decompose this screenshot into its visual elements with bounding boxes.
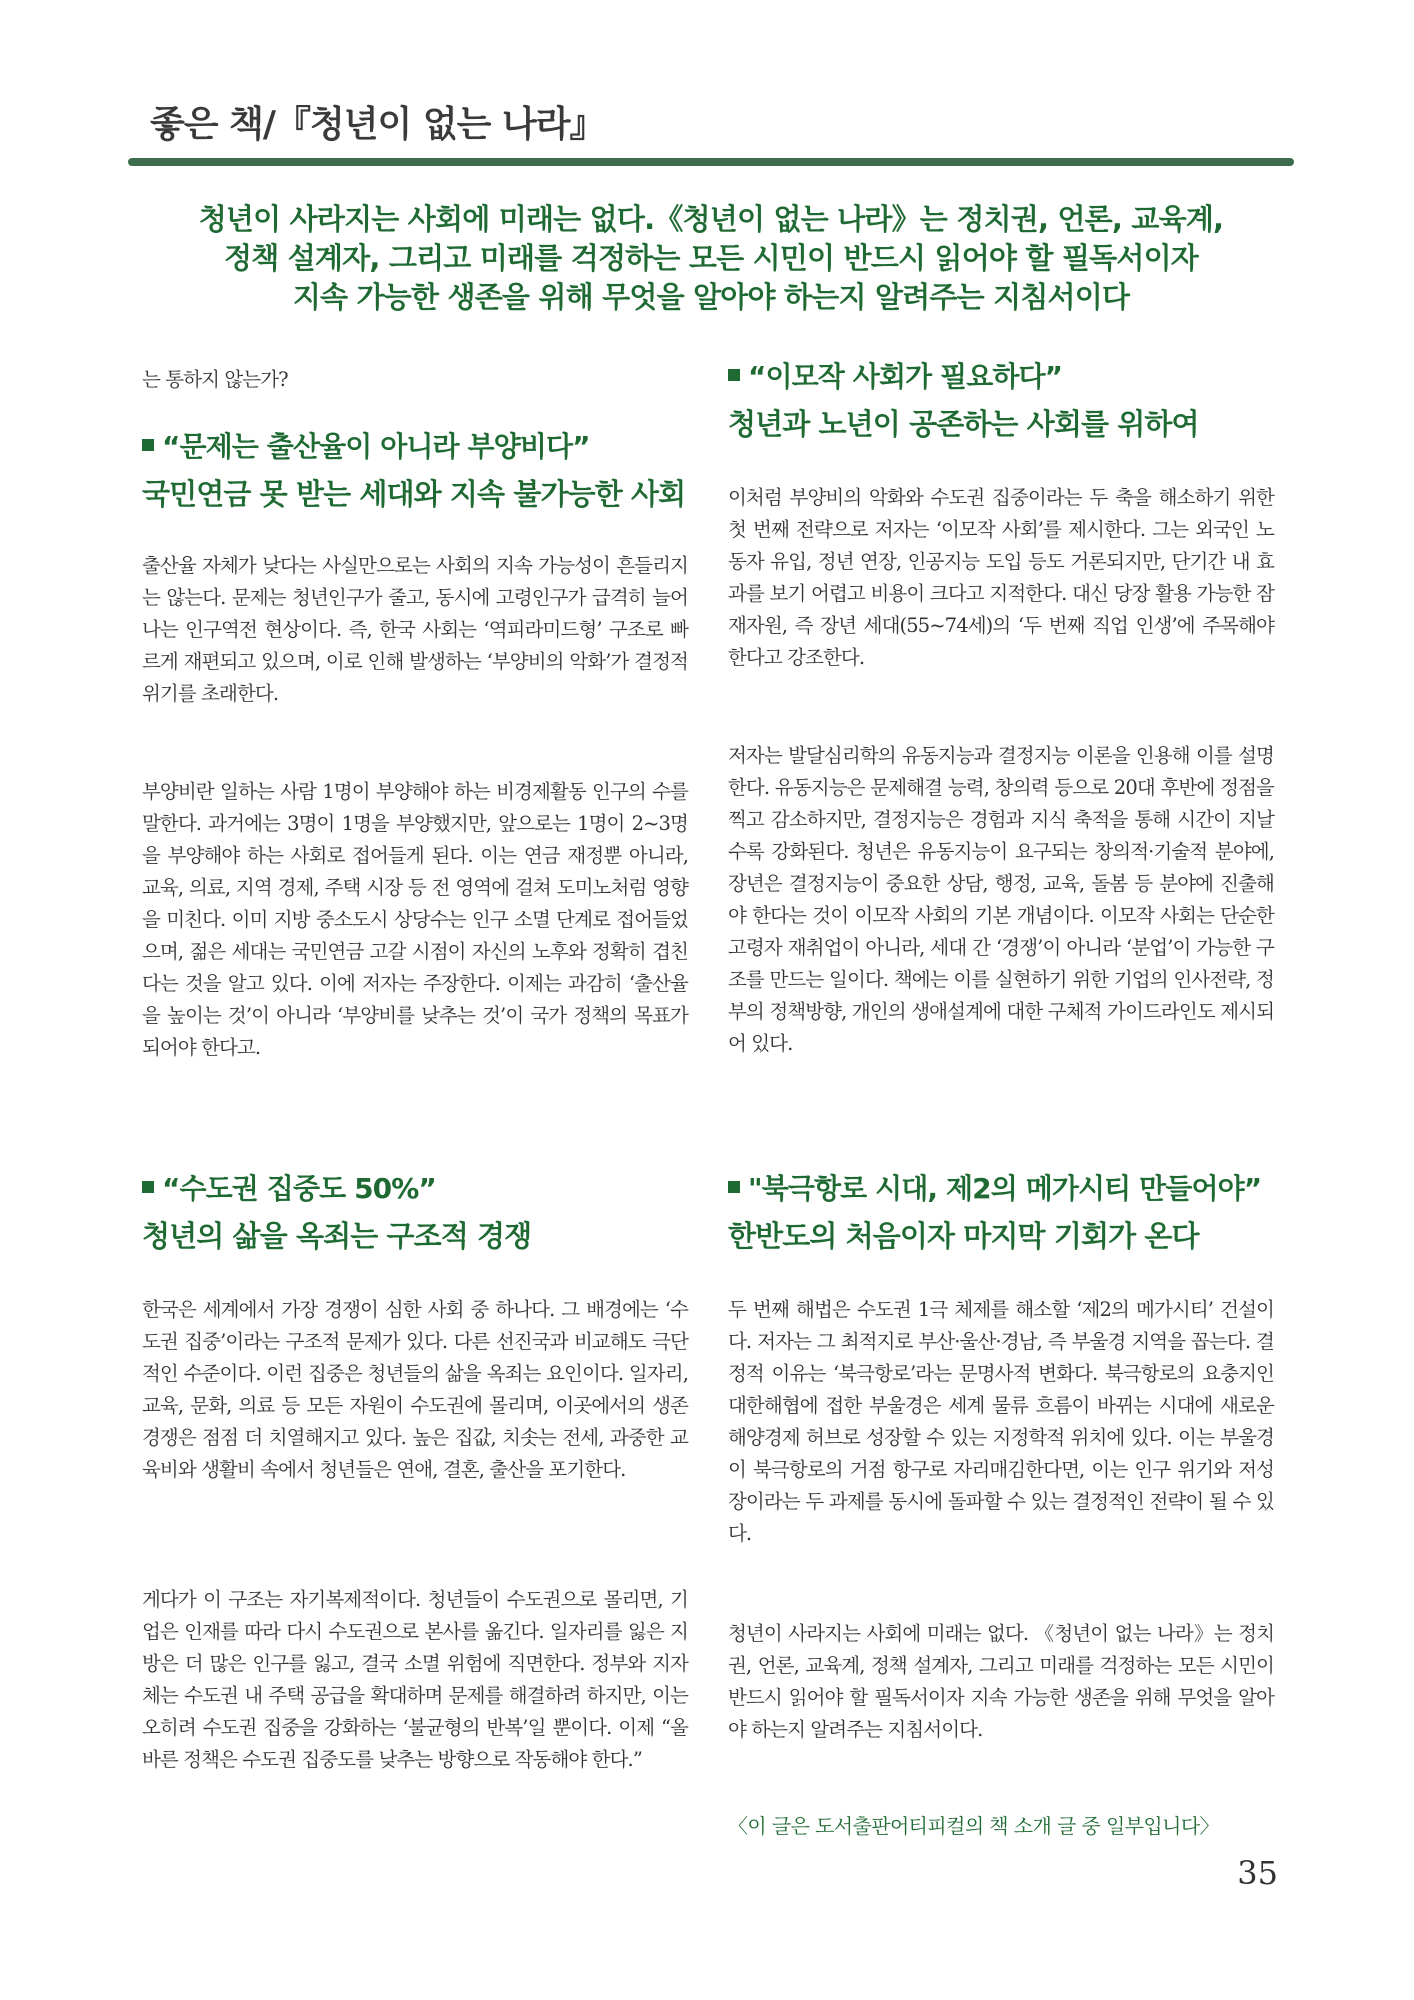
right-paragraph-3: 두 번째 해법은 수도권 1극 체제를 해소할 ‘제2의 메가시티’ 건설이다. 저자는 그 최적지로 부산·울산·경남, 즉 부울경 지역을 꼽는다. 결정적 이유는 ‘북극항로’라는 문명사적 변화다. 북극항로의 요충지인 대한해협에 접한 부울경은 세계 물류 흐름이 바뀌는 시대에 새로운 해양경제 허브로 성장할 수 있는 지정학적 위치에 있다. 이는 부울경이 북극항로의 거점 항구로 자리매김한다면, 이는 인구 위기와 저성장이라는 두 과제를 동시에 돌파할 수 있는 결정적인 전략이 될 수 있다.: [728, 1298, 1274, 1545]
page-number: 35: [1237, 1854, 1278, 1892]
left-paragraph-4: 게다가 이 구조는 자기복제적이다. 청년들이 수도권으로 몰리면, 기업은 인재를 따라 다시 수도권으로 본사를 옮긴다. 일자리를 잃은 지방은 더 많은 인구를 잃고, 결국 소멸 위험에 직면한다. 정부와 지자체는 수도권 내 주택 공급을 확대하며 문제를 해결하려 하지만, 이는 오히려 수도권 집중을 강화하는 ‘불균형의 반복’일 뿐이다. 이제 “올바른 정책은 수도권 집중도를 낮추는 방향으로 작동해야 한다.”: [142, 1588, 688, 1771]
bullet-square-icon: [728, 369, 740, 381]
left-paragraph-2: 부양비란 일하는 사람 1명이 부양해야 하는 비경제활동 인구의 수를 말한다. 과거에는 3명이 1명을 부양했지만, 앞으로는 1명이 2~3명을 부양해야 하는 사회로 접어들게 된다. 이는 연금 재정뿐 아니라, 교육, 의료, 지역 경제, 주택 시장 등 전 영역에 걸쳐 도미노처럼 영향을 미친다. 이미 지방 중소도시 상당수는 인구 소멸 단계로 접어들었으며, 젊은 세대는 국민연금 고갈 시점이 자신의 노후와 정확히 겹친다는 것을 알고 있다. 이에 저자는 주장한다. 이제는 과감히 ‘출산율을 높이는 것’이 아니라 ‘부양비를 낮추는 것’이 국가 정책의 목표가 되어야 한다고.: [142, 780, 688, 1059]
left-intro-text: 는 통하지 않는가?: [142, 368, 288, 391]
left-heading-2: [142, 1166, 702, 1260]
right-paragraph-1: 이처럼 부양비의 악화와 수도권 집중이라는 두 축을 해소하기 위한 첫 번째 전략으로 저자는 ‘이모작 사회’를 제시한다. 그는 외국인 노동자 유입, 정년 연장, 인공지능 도입 등도 거론되지만, 단기간 내 효과를 보기 어렵고 비용이 크다고 지적한다. 대신 당장 활용 가능한 잠재자원, 즉 장년 세대(55~74세)의 ‘두 번째 직업 인생’에 주목해야 한다고 강조한다.: [728, 486, 1274, 669]
section-title: 좋은 책/『청년이 없는 나라』: [150, 104, 605, 145]
right-paragraph-4: 청년이 사라지는 사회에 미래는 없다. 《청년이 없는 나라》는 정치권, 언론, 교육계, 정책 설계자, 그리고 미래를 걱정하는 모든 시민이 반드시 읽어야 할 필독서이자 지속 가능한 생존을 위해 무엇을 알아야 하는지 알려주는 지침서이다.: [728, 1622, 1274, 1741]
source-note: 〈이 글은 도서출판어티피컬의 책 소개 글 중 일부입니다〉: [728, 1814, 1219, 1838]
lead-quote: [128, 200, 1294, 317]
bullet-square-icon: [142, 1181, 154, 1193]
heading-subtitle: 한반도의 처음이자 마지막 기회가 온다: [728, 1219, 1199, 1253]
heading-subtitle: 청년과 노년이 공존하는 사회를 위하여: [728, 407, 1199, 441]
heading-title: “이모작 사회가 필요하다”: [748, 360, 1063, 393]
left-heading-1: [142, 424, 702, 518]
left-paragraph-3: 한국은 세계에서 가장 경쟁이 심한 사회 중 하나다. 그 배경에는 ‘수도권 집중’이라는 구조적 문제가 있다. 다른 선진국과 비교해도 극단적인 수준이다. 이런 집중은 청년들의 삶을 옥죄는 요인이다. 일자리, 교육, 문화, 의료 등 모든 자원이 수도권에 몰리며, 이곳에서의 생존 경쟁은 점점 더 치열해지고 있다. 높은 집값, 치솟는 전세, 과중한 교육비와 생활비 속에서 청년들은 연애, 결혼, 출산을 포기한다.: [142, 1298, 688, 1481]
lead-line: 지속 가능한 생존을 위해 무엇을 알아야 하는지 알려주는 지침서이다: [292, 280, 1130, 314]
heading-title: “수도권 집중도 50%”: [162, 1172, 436, 1205]
right-paragraph-2: 저자는 발달심리학의 유동지능과 결정지능 이론을 인용해 이를 설명한다. 유동지능은 문제해결 능력, 창의력 등으로 20대 후반에 정점을 찍고 감소하지만, 결정지능은 경험과 지식 축적을 통해 시간이 지날수록 강화된다. 청년은 유동지능이 요구되는 창의적·기술적 분야에, 장년은 결정지능이 중요한 상담, 행정, 교육, 돌봄 등 분야에 진출해야 한다는 것이 이모작 사회의 기본 개념이다. 이모작 사회는 단순한 고령자 재취업이 아니라, 세대 간 ‘경쟁’이 아니라 ‘분업’이 가능한 구조를 만드는 일이다. 책에는 이를 실현하기 위한 기업의 인사전략, 정부의 정책방향, 개인의 생애설계에 대한 구체적 가이드라인도 제시되어 있다.: [728, 744, 1274, 1055]
heading-title: "북극항로 시대, 제2의 메가시티 만들어야”: [748, 1172, 1262, 1205]
heading-subtitle: 청년의 삶을 옥죄는 구조적 경쟁: [142, 1219, 532, 1253]
bullet-square-icon: [728, 1181, 740, 1193]
lead-line: 정책 설계자, 그리고 미래를 걱정하는 모든 시민이 반드시 읽어야 할 필독서이자: [223, 241, 1199, 275]
left-paragraph-1: 출산율 자체가 낮다는 사실만으로는 사회의 지속 가능성이 흔들리지는 않는다. 문제는 청년인구가 줄고, 동시에 고령인구가 급격히 늘어나는 인구역전 현상이다. 즉, 한국 사회는 ‘역피라미드형’ 구조로 빠르게 재편되고 있으며, 이로 인해 발생하는 ‘부양비의 악화’가 결정적 위기를 초래한다.: [142, 554, 688, 705]
heading-subtitle: 국민연금 못 받는 세대와 지속 불가능한 사회: [142, 477, 686, 511]
bullet-square-icon: [142, 439, 154, 451]
heading-title: “문제는 출산율이 아니라 부양비다”: [162, 430, 590, 463]
right-heading-1: [728, 354, 1288, 448]
lead-line: 청년이 사라지는 사회에 미래는 없다.《청년이 없는 나라》는 정치권, 언론, 교육계,: [198, 202, 1224, 236]
header-divider: [128, 158, 1294, 166]
right-heading-2: [728, 1166, 1298, 1260]
